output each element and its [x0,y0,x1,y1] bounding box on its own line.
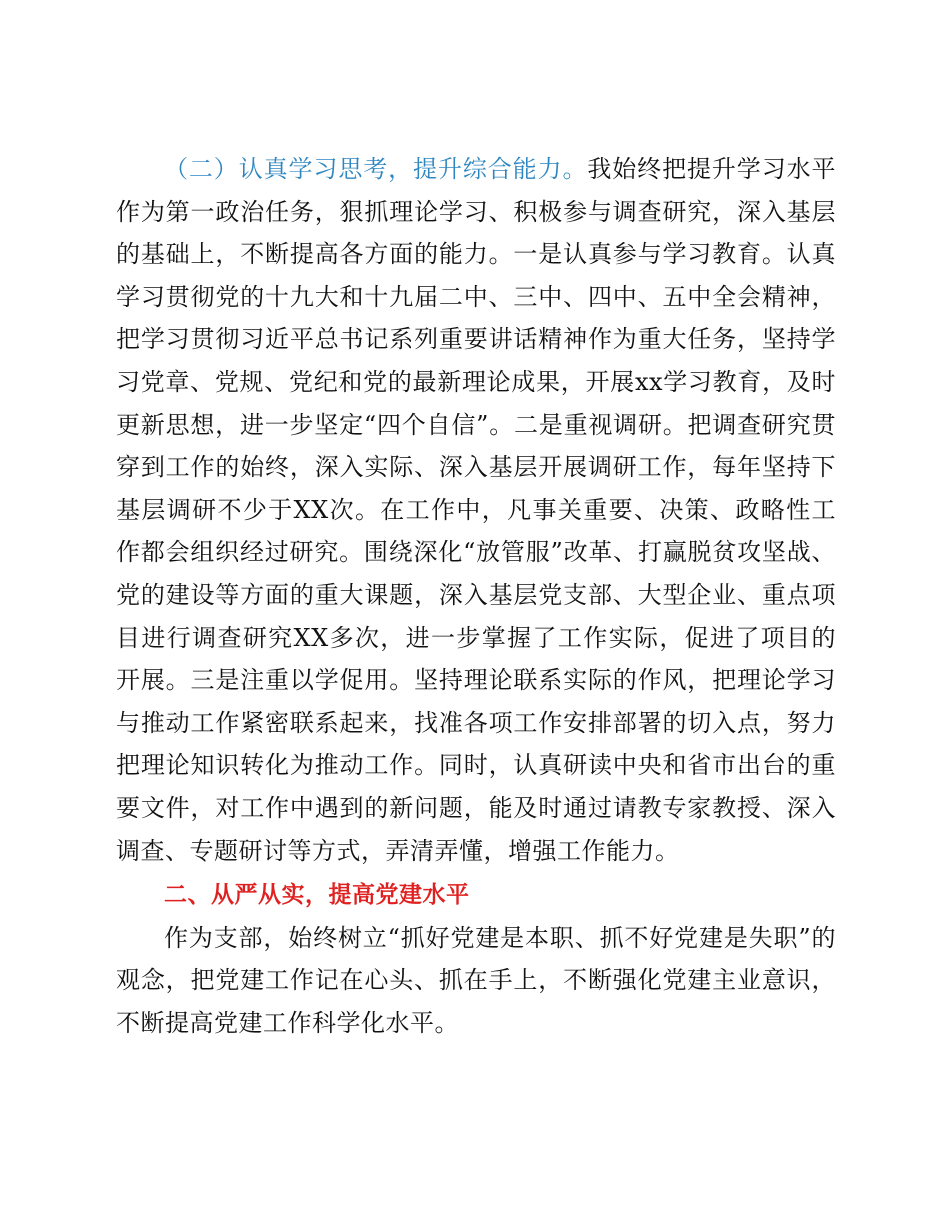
section-3-paragraph: 作为支部，始终树立“抓好党建是本职、抓不好党建是失职”的观念，把党建工作记在心头、抓在手上，不断强化党建主业意识，不断提高党建工作科学化水平。 [116,923,836,1037]
section-2-paragraph [116,148,836,872]
section-heading-2: 二、从严从实，提高党建水平 [164,882,470,909]
section-2-body: 我始终把提升学习水平作为第一政治任务，狠抓理论学习、积极参与调查研究，深入基层的基础上，不断提高各方面的能力。一是认真参与学习教育。认真学习贯彻党的十九大和十九届二中、三中、四中、五中全会精神，把学习贯彻习近平总书记系列重要讲话精神作为重大任务，坚持学习党章、党规、党纪和党的最新理论成果，开展xx学习教育，及时更新思想，进一步坚定“四个自信”。二是重视调研。把调查研究贯穿到工作的始终，深入实际、深入基层开展调研工作，每年坚持下基层调研不少于XX次。在工作中，凡事关重要、决策、政略性工作都会组织经过研究。围绕深化“放管服”改革、打赢脱贫攻坚战、党的建设等方面的重大课题，深入基层党支部、大型企业、重点项目进行调查研究XX多次，进一步掌握了工作实际，促进了项目的开展。三是注重以学促用。坚持理论联系实际的作风，把理论学习与推动工作紧密联系起来，找准各项工作安排部署的切入点，努力把理论知识转化为推动工作。同时，认真研读中央和省市出台的重要文件，对工作中遇到的新问题，能及时通过请教专家教授、深入调查、专题研讨等方式，弄清弄懂，增强工作能力。 [116,155,837,865]
document-page [116,148,836,1044]
section-2-lead: （二）认真学习思考，提升综合能力。 [164,155,588,183]
